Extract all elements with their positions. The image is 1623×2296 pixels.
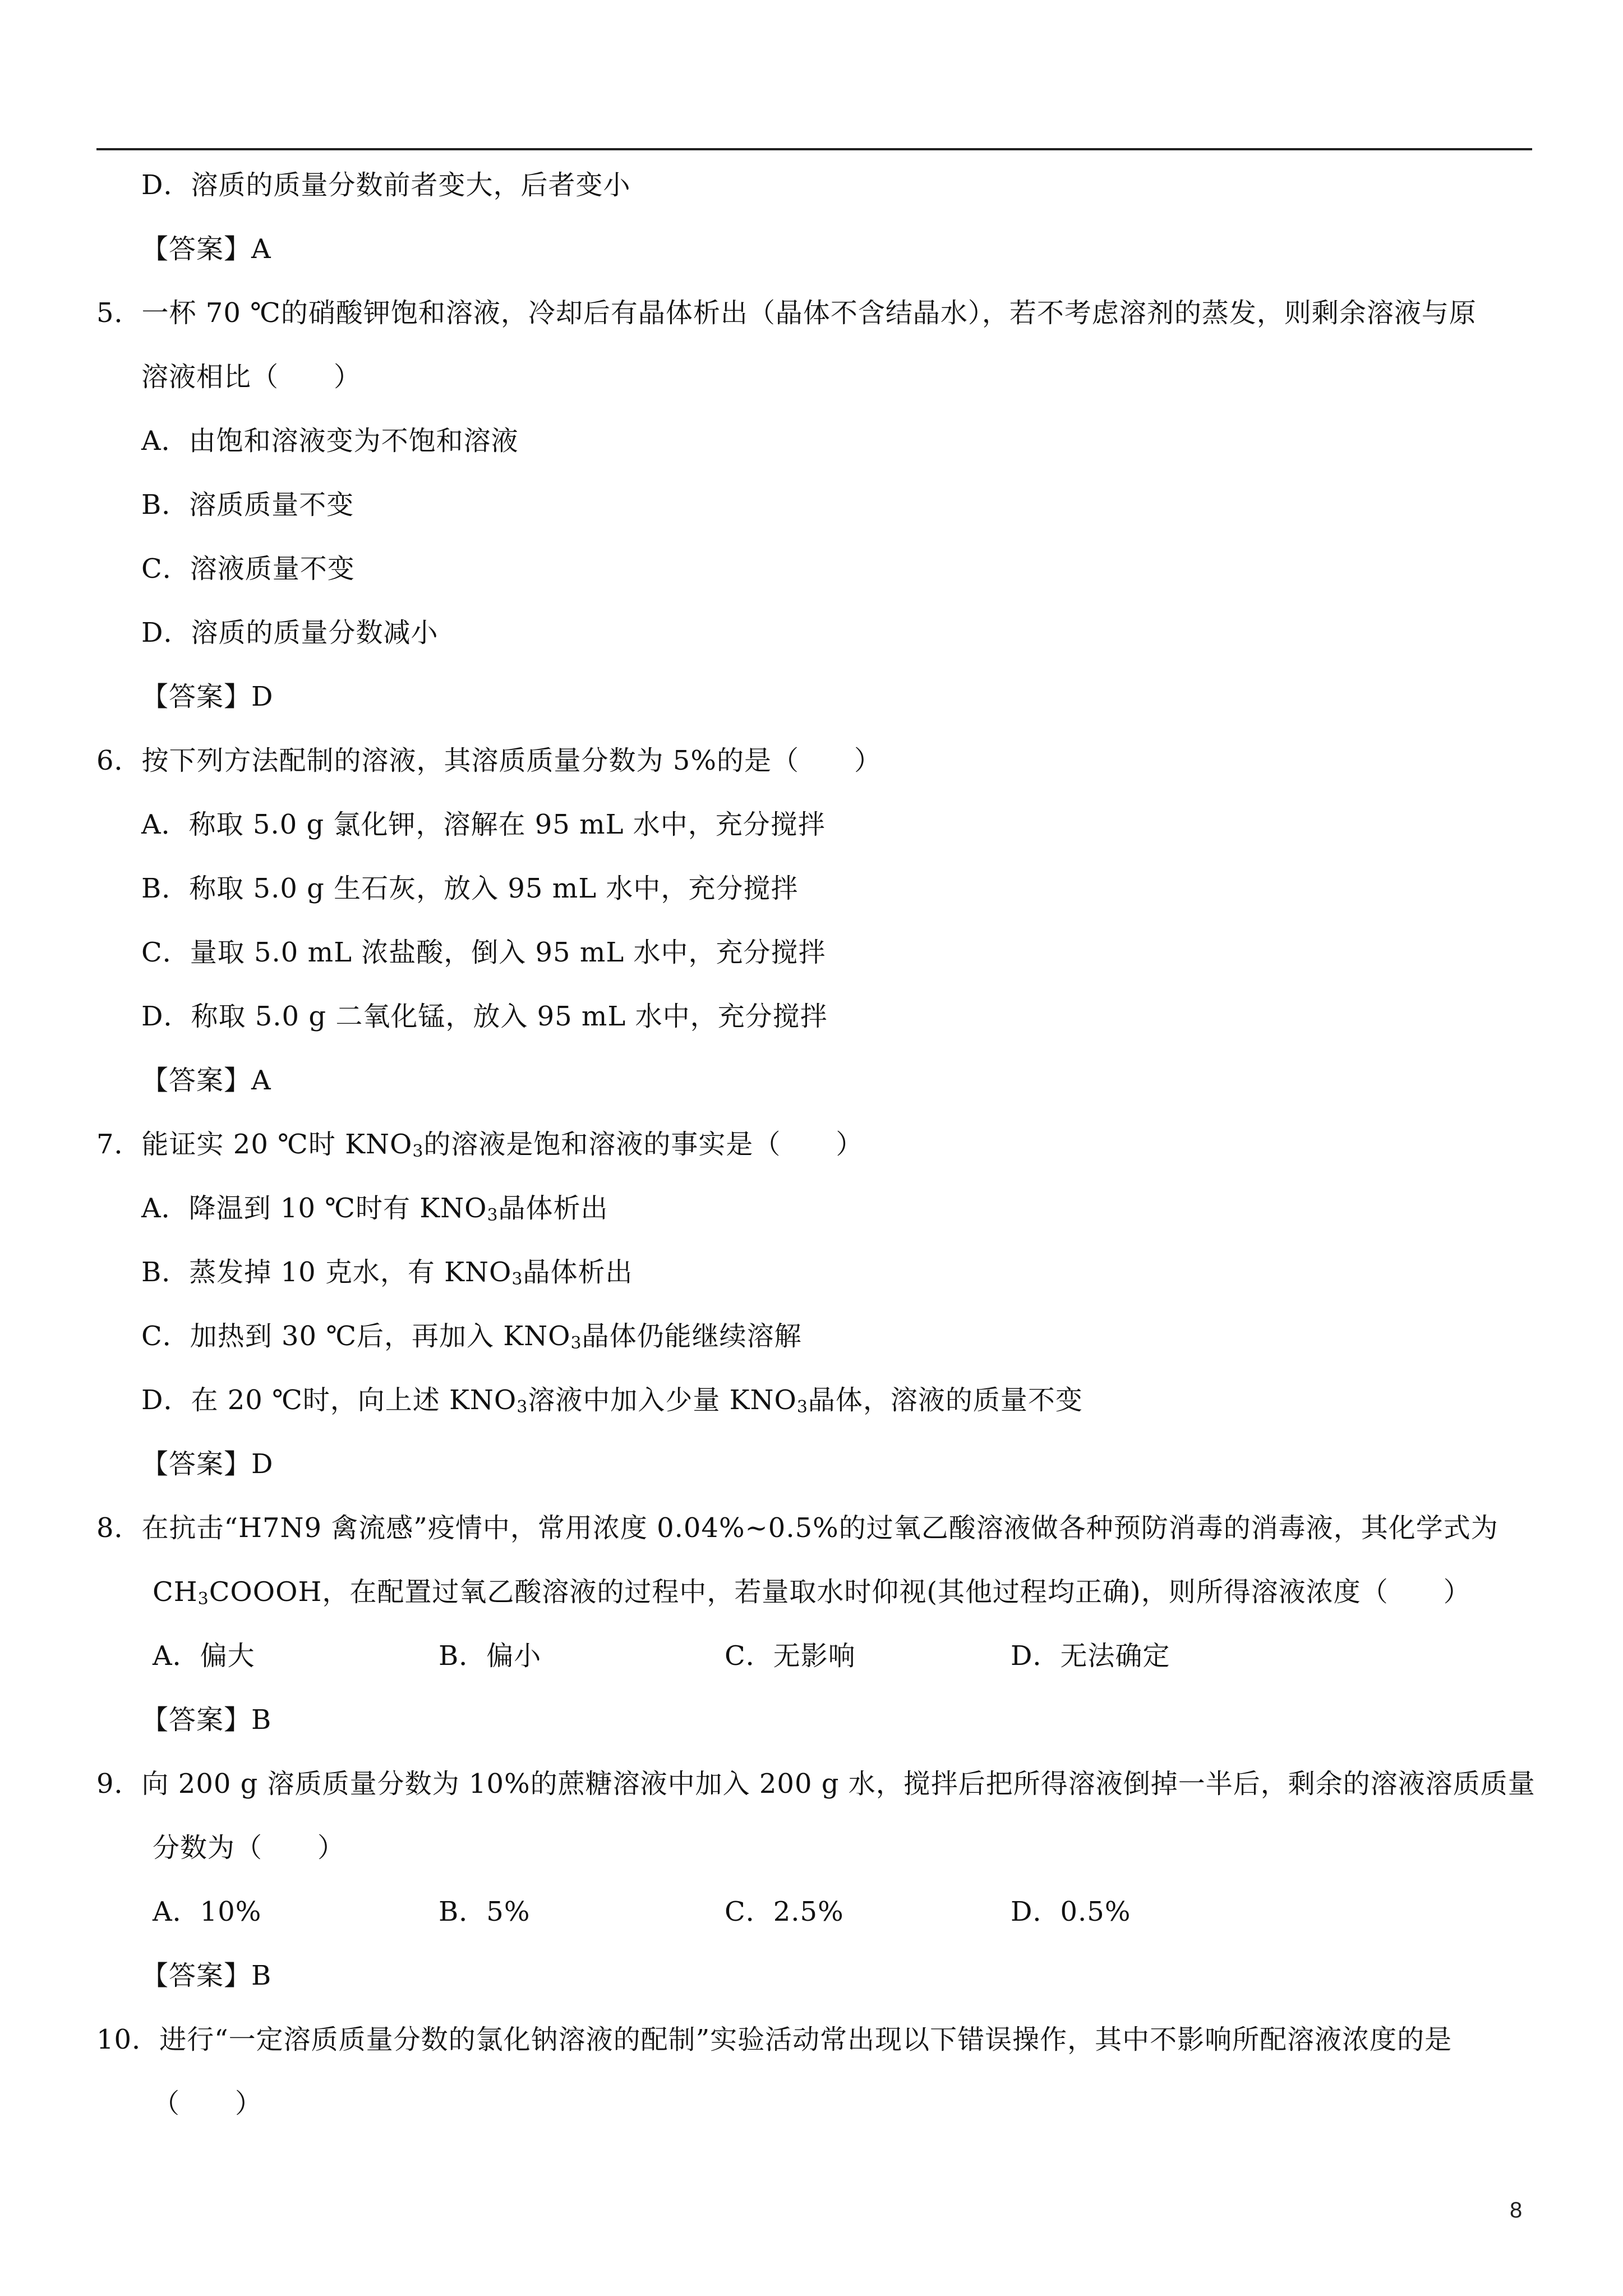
q9-stem-line2: 分数为（ ） xyxy=(153,1832,345,1864)
q8-answer: 【答案】B xyxy=(141,1704,272,1736)
q9-option-c: C．2.5% xyxy=(725,1896,844,1927)
q6-stem: 6．按下列方法配制的溶液，其溶质质量分数为 5%的是（ ） xyxy=(96,745,882,776)
q9-stem-line1: 9．向 200 g 溶质质量分数为 10%的蔗糖溶液中加入 200 g 水，搅拌后把所得溶液倒掉一半后，剩余的溶液溶质质量 xyxy=(96,1768,1536,1800)
q8-option-b: B．偏小 xyxy=(439,1640,542,1672)
q5-option-d: D．溶质的质量分数减小 xyxy=(141,617,439,648)
q6-option-d: D．称取 5.0 g 二氧化锰，放入 95 mL 水中，充分搅拌 xyxy=(141,1001,828,1032)
q4-option-d: D．溶质的质量分数前者变大，后者变小 xyxy=(141,169,631,201)
q10-stem-line2: （ ） xyxy=(153,2088,263,2119)
q5-stem-line2: 溶液相比（ ） xyxy=(141,361,362,393)
q8-option-d: D．无法确定 xyxy=(1011,1640,1170,1672)
q7-answer: 【答案】D xyxy=(141,1448,274,1480)
q8-option-a: A．偏大 xyxy=(153,1640,255,1672)
q6-option-b: B．称取 5.0 g 生石灰，放入 95 mL 水中，充分搅拌 xyxy=(141,873,799,904)
q6-option-a: A．称取 5.0 g 氯化钾，溶解在 95 mL 水中，充分搅拌 xyxy=(141,809,826,840)
q7-option-a: A．降温到 10 ℃时有 $KNO_3$晶体析出 xyxy=(141,1193,608,1225)
q9-option-d: D．0.5% xyxy=(1011,1896,1131,1927)
q7-stem: 7．能证实 20 ℃时 $KNO_3$的溶液是饱和溶液的事实是（ ） xyxy=(96,1129,864,1161)
header-rule xyxy=(96,148,1532,150)
q8-option-c: C．无影响 xyxy=(725,1640,856,1672)
q5-option-a: A．由饱和溶液变为不饱和溶液 xyxy=(141,425,519,457)
q6-answer: 【答案】A xyxy=(141,1065,271,1096)
q7-option-c: C．加热到 30 ℃后，再加入 $KNO_3$晶体仍能继续溶解 xyxy=(141,1320,802,1353)
q9-option-b: B．5% xyxy=(439,1896,531,1927)
q5-option-c: C．溶液质量不变 xyxy=(141,553,355,585)
q8-stem-line1: 8．在抗击“H7N9 禽流感”疫情中，常用浓度 0.04%~0.5%的过氧乙酸溶液做各种预防消毒的消毒液，其化学式为 xyxy=(96,1512,1498,1544)
q5-answer: 【答案】D xyxy=(141,681,274,712)
q9-option-a: A．10% xyxy=(153,1896,262,1927)
q6-option-c: C．量取 5.0 mL 浓盐酸，倒入 95 mL 水中，充分搅拌 xyxy=(141,937,826,968)
q7-option-b: B．蒸发掉 10 克水，有 $KNO_3$晶体析出 xyxy=(141,1257,633,1289)
q9-answer: 【答案】B xyxy=(141,1960,272,1991)
q5-option-b: B．溶质质量不变 xyxy=(141,489,354,521)
page-number: 8 xyxy=(1510,2198,1523,2223)
q5-stem-line1: 5．一杯 70 ℃的硝酸钾饱和溶液，冷却后有晶体析出（晶体不含结晶水），若不考虑溶剂的蒸发，则剩余溶液与原 xyxy=(96,297,1477,329)
q9-options-row xyxy=(0,1894,1623,1930)
q7-option-d: D．在 20 ℃时，向上述 $KNO_3$溶液中加入少量 $KNO_3$晶体，溶液的质量不变 xyxy=(141,1384,1083,1417)
q10-stem-line1: 10．进行“一定溶质质量分数的氯化钠溶液的配制”实验活动常出现以下错误操作，其中不影响所配溶液浓度的是 xyxy=(96,2024,1453,2055)
q8-options-row xyxy=(0,1638,1623,1674)
q8-stem-line2: $CH_3COOOH$，在配置过氧乙酸溶液的过程中，若量取水时仰视(其他过程均正确)，则所得溶液浓度（ ） xyxy=(153,1576,1471,1609)
q4-answer: 【答案】A xyxy=(141,233,271,265)
